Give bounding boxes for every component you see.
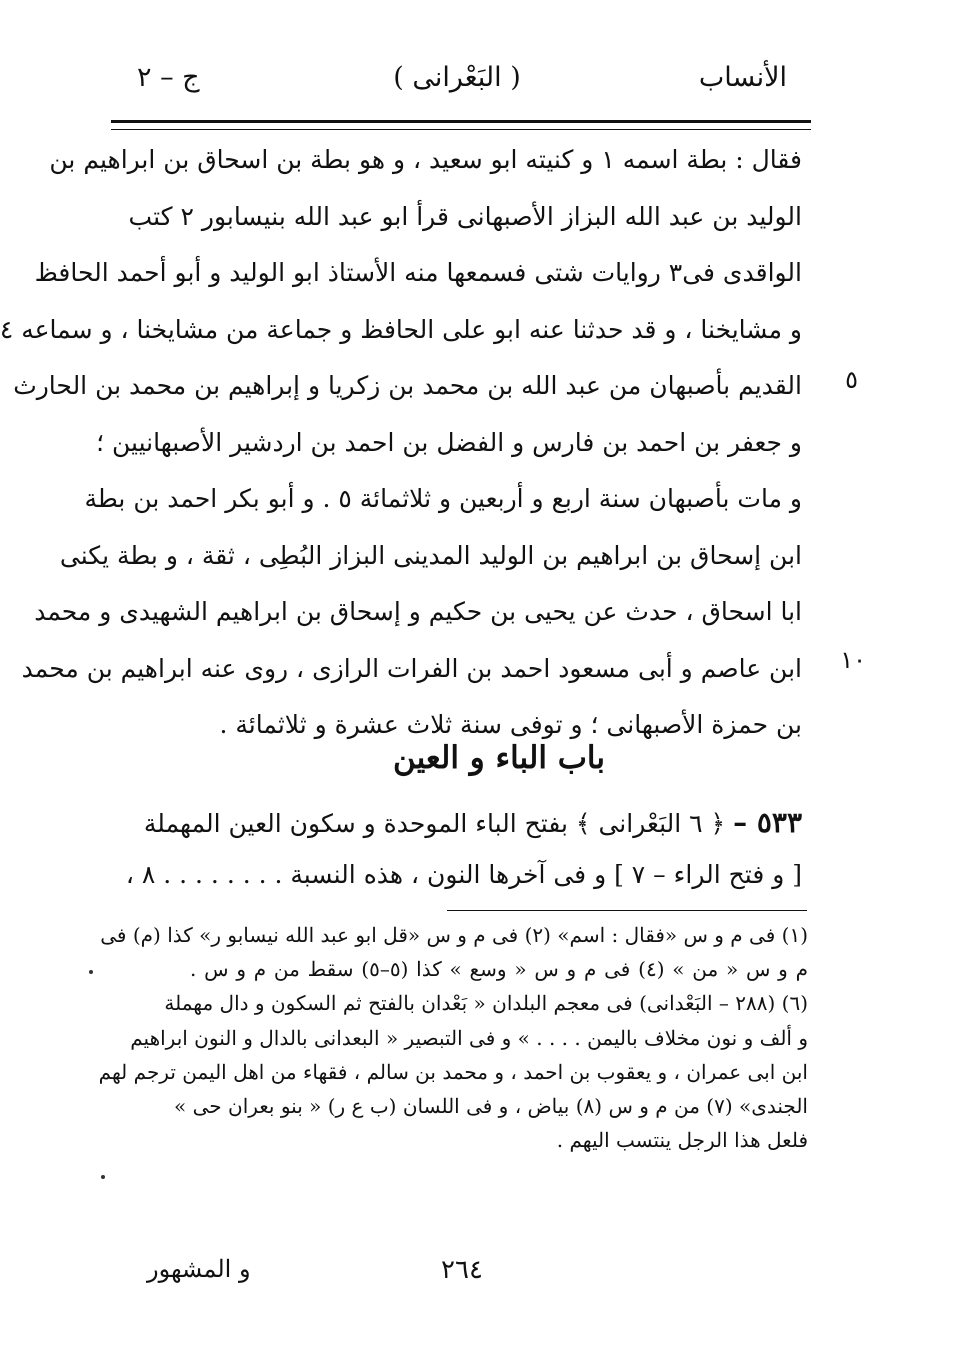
line-number-5: ٥ xyxy=(845,366,858,394)
page-footer xyxy=(137,1255,787,1295)
running-head-entry-title: ( البَعْرانى ) xyxy=(393,62,521,93)
section-heading: باب الباء و العين xyxy=(392,740,605,776)
text-line: فقال : بطة اسمه ١ و كنيته ابو سعيد ، و هو بطة بن اسحاق بن ابراهيم بن xyxy=(49,145,802,174)
text-line: القديم بأصبهان من عبد الله بن محمد بن زكريا و إبراهيم بن محمد بن الحارث xyxy=(13,371,802,400)
entry-line-1 xyxy=(143,800,802,852)
footnote-line: م و س « من » (٤) فى م و س « وسع » كذا (٥–٥) سقط من م و س . xyxy=(190,957,808,982)
text-line: ابن إسحاق بن ابراهيم بن الوليد المدينى البزاز البُطِى ، ثقة ، و بطة يكنى xyxy=(59,540,802,570)
running-head-book-title: الأنساب xyxy=(698,62,787,93)
footnote-line: و ألف و نون مخلاف باليمن . . . . » و فى التبصير « البعدانى بالدال و النون ابراهيم xyxy=(130,1025,808,1050)
footnote-separator-rule xyxy=(447,910,807,911)
print-speck xyxy=(101,1175,105,1179)
print-speck xyxy=(89,970,93,974)
main-text xyxy=(0,136,802,758)
catchword: و المشهور xyxy=(147,1255,251,1283)
text-line: بن حمزة الأصبهانى ؛ و توفى سنة ثلاث عشرة و ثلاثمائة . xyxy=(219,710,802,739)
page-header xyxy=(127,62,787,112)
footnotes xyxy=(98,918,808,1157)
footnote-line: (٦) (٢٨٨ – البَعْدانى) فى معجم البلدان « بَعْدان بالفتح ثم السكون و دال مهملة xyxy=(164,991,808,1016)
footnote-line: ابن ابى عمران ، و يعقوب بن احمد ، و محمد بن سالم ، فقهاء من اهل اليمن ترجم لهم xyxy=(98,1059,808,1084)
text-line: الواقدى فى٣ روايات شتى فسمعها منه الأستاذ ابو الوليد و أبو أحمد الحافظ xyxy=(34,258,802,287)
entry-line-1-text: ﴿ ٦ البَعْرانى ﴾ بفتح الباء الموحدة و سكون العين المهملة xyxy=(143,809,726,838)
footnote-line: فلعل هذا الرجل ينتسب اليهم . xyxy=(556,1128,808,1153)
text-line: و جعفر بن احمد بن فارس و الفضل بن احمد بن اردشير الأصبهانيين ؛ xyxy=(96,427,802,457)
footnote-line: (١) فى م و س «فقال : اسم» (٢) فى م و س «قل ابو عبد الله نيسابو ر» كذا (م) فى xyxy=(100,923,808,947)
page-number: ٢٦٤ xyxy=(441,1255,483,1285)
text-line: ابن عاصم و أبى مسعود احمد بن الفرات الرازى ، روى عنه ابراهيم بن محمد xyxy=(21,653,802,683)
entry-number: ٥٣٣ – xyxy=(733,806,802,839)
text-line: الوليد بن عبد الله البزاز الأصبهانى قرأ ابو عبد الله بنيسابور ٢ كتب xyxy=(128,201,802,231)
entry-533 xyxy=(125,800,802,904)
footnote-line: الجندى» (٧) من م و س (٨) بياض ، و فى اللسان (ب ع ر) « بنو بعران حى » xyxy=(174,1093,808,1118)
text-line: و مشايخنا ، و قد حدثنا عنه ابو على الحافظ و جماعة من مشايخنا ، و سماعه ٤ xyxy=(0,314,802,344)
header-double-rule xyxy=(111,120,811,130)
running-head-volume: ج – ٢ xyxy=(137,62,200,93)
text-line: و مات بأصبهان سنة اربع و أربعين و ثلاثمائة ٥ . و أبو بكر احمد بن بطة xyxy=(84,484,802,513)
entry-line-2: [ و فتح الراء – ٧ ] و فى آخرها النون ، هذه النسبة . . . . . . . . ٨ ، xyxy=(125,860,802,889)
line-number-10: ١٠ xyxy=(840,646,866,674)
text-line: ابا اسحاق ، حدث عن يحيى بن حكيم و إسحاق بن ابراهيم الشهيدى و محمد xyxy=(34,597,802,626)
